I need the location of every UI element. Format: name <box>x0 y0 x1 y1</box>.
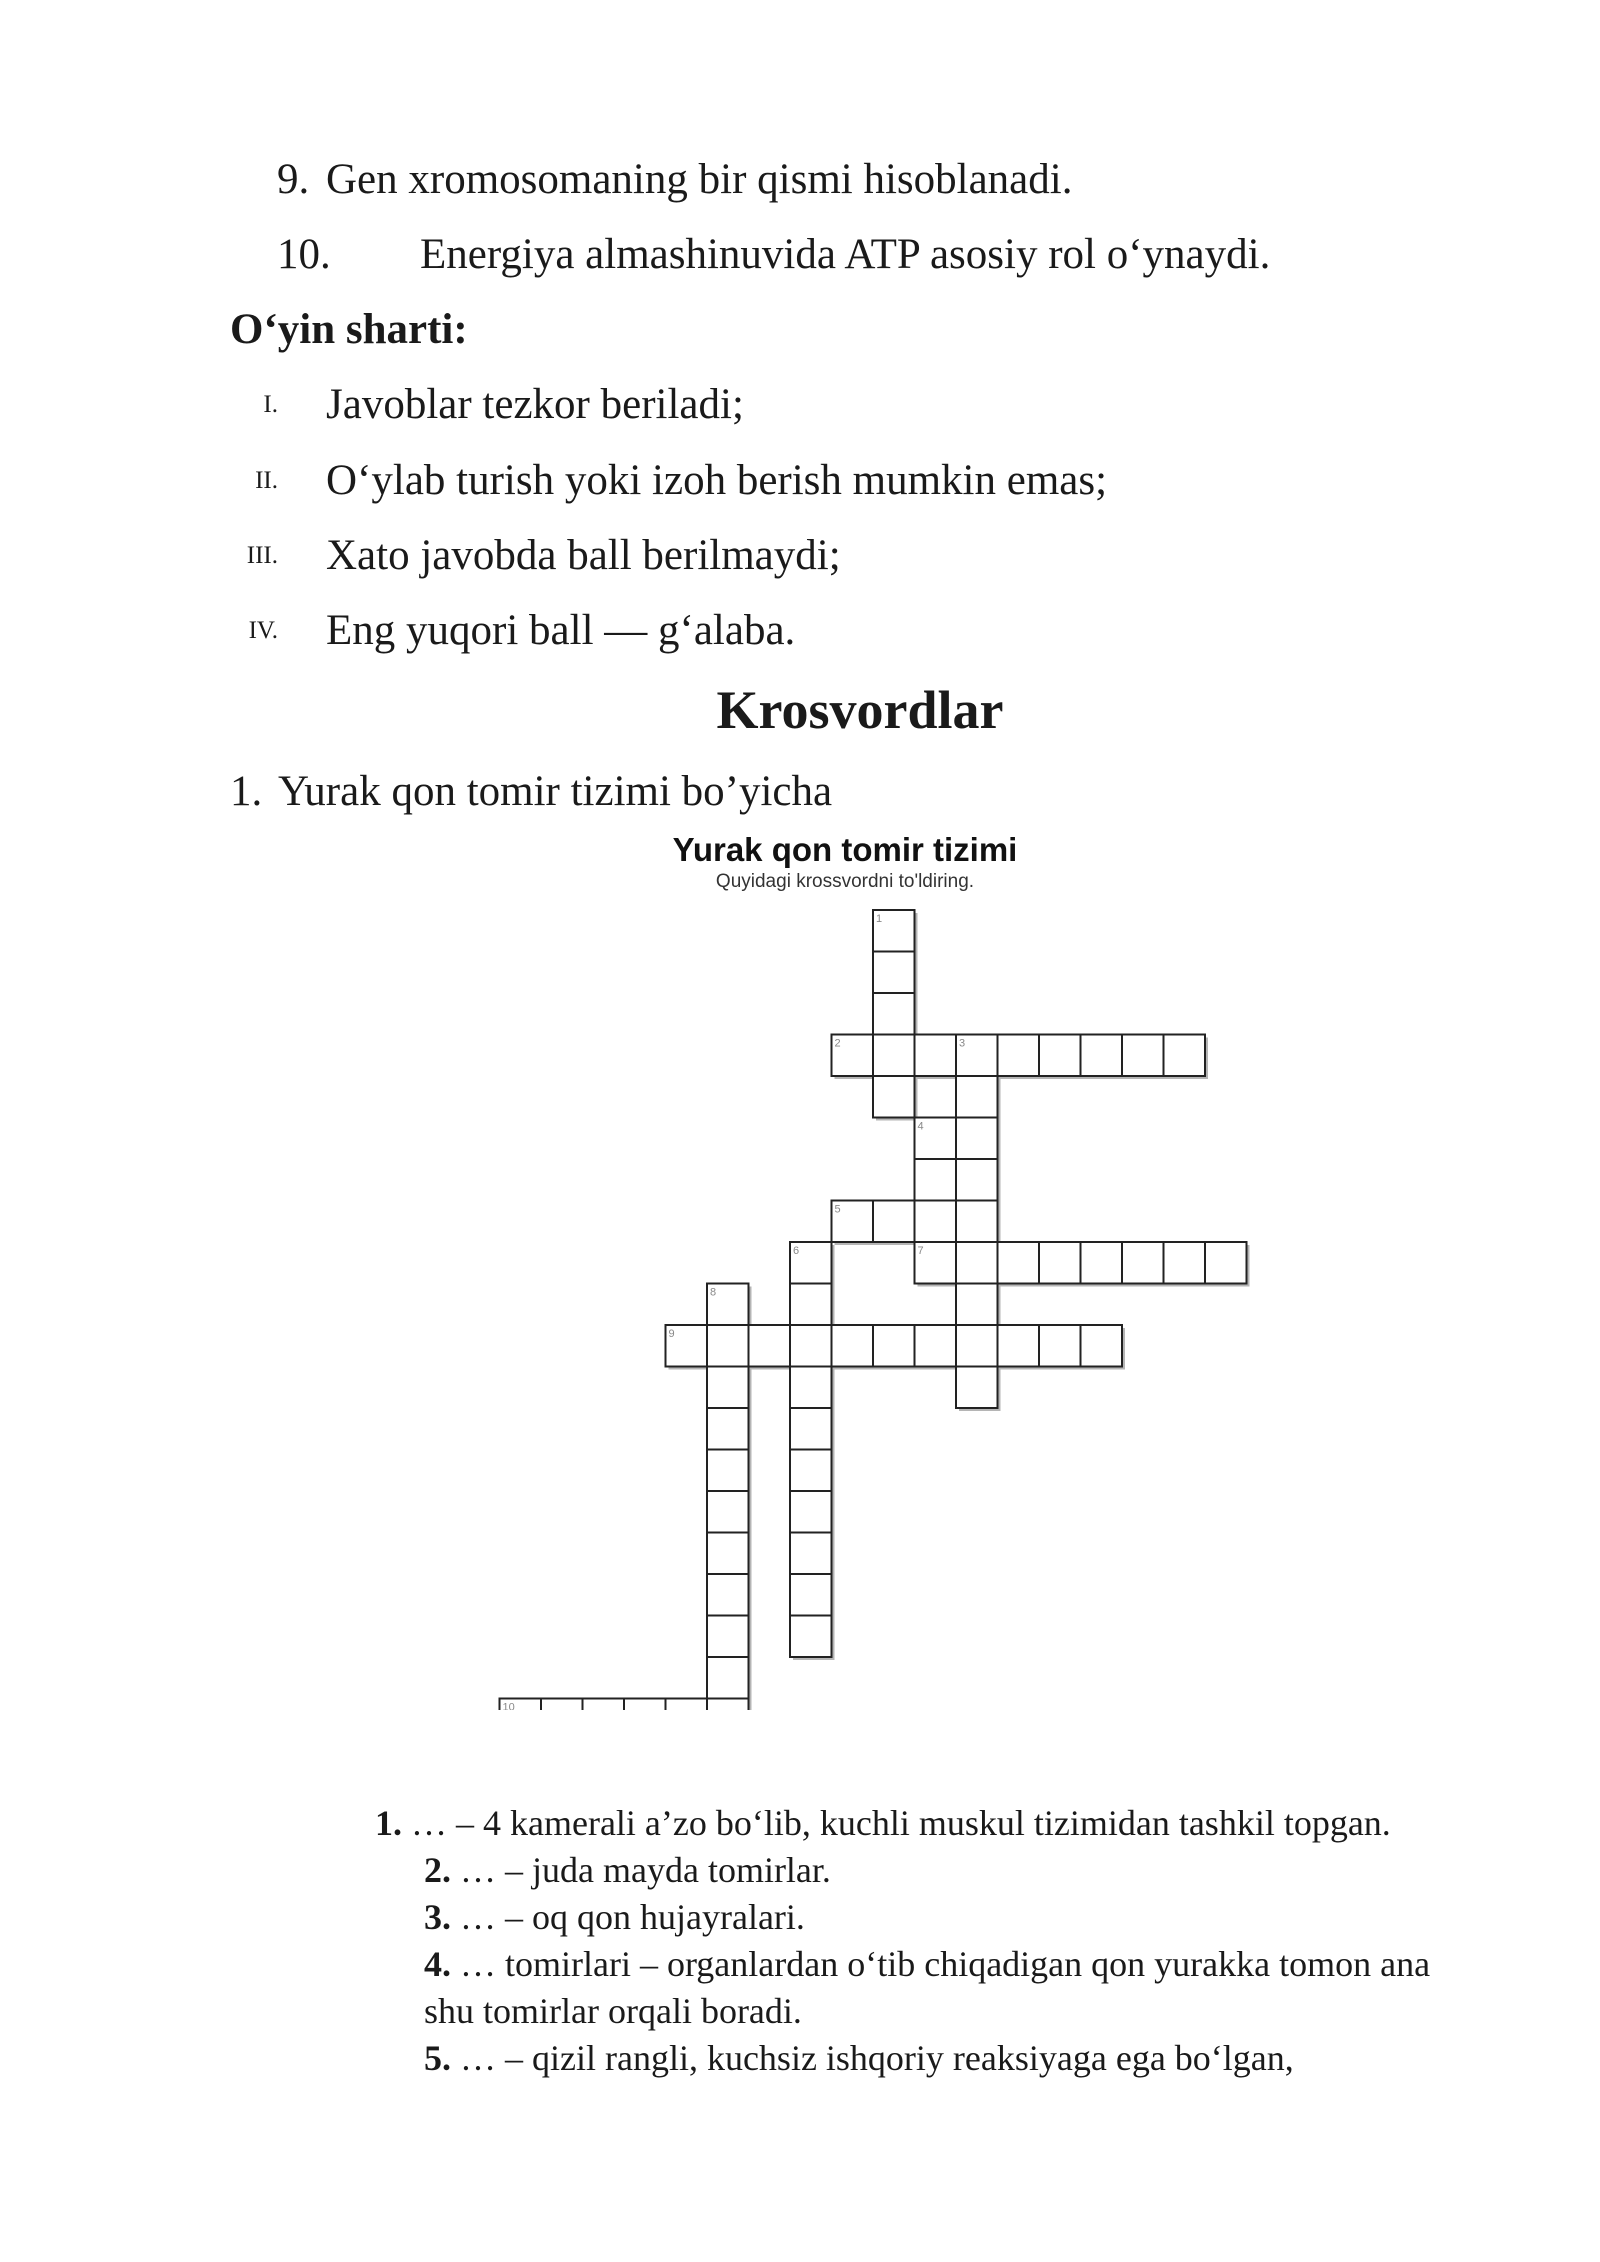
crossword-cell[interactable] <box>583 1699 625 1711</box>
cell-number-10: 10 <box>502 1701 515 1710</box>
cell-number-5: 5 <box>834 1203 841 1216</box>
crossword-cell[interactable] <box>956 1118 998 1160</box>
cell-number-7: 7 <box>917 1245 924 1257</box>
crossword-cell[interactable] <box>790 1491 832 1533</box>
crossword-cell[interactable] <box>707 1574 749 1616</box>
clue-3-number: 3. <box>424 1897 451 1937</box>
cell-number-1: 1 <box>876 913 883 925</box>
question-9-number: 9. <box>277 156 310 203</box>
crossword-cell[interactable] <box>1164 1242 1206 1284</box>
crossword-cell[interactable] <box>624 1699 666 1711</box>
clue-4 <box>424 1941 1430 1988</box>
rule-3-text: Xato javobda ball berilmaydi; <box>326 532 841 579</box>
rule-2-text: O‘ylab turish yoki izoh berish mumkin emas; <box>326 457 1108 504</box>
cell-number-3: 3 <box>959 1037 966 1050</box>
clue-2-number: 2. <box>424 1850 451 1890</box>
crossword-cell[interactable] <box>998 1325 1040 1367</box>
crossword-cell[interactable] <box>790 1450 832 1492</box>
crossword-cell[interactable] <box>1039 1035 1081 1077</box>
question-9-text: Gen xromosomaning bir qismi hisoblanadi. <box>326 156 1073 203</box>
crossword-cell[interactable] <box>790 1616 832 1658</box>
clue-5-number: 5. <box>424 2038 451 2078</box>
cell-number-6: 6 <box>793 1245 800 1257</box>
crossword-puzzle <box>460 830 1280 1710</box>
crossword-cell[interactable] <box>790 1574 832 1616</box>
crossword-cell[interactable] <box>1081 1242 1123 1284</box>
crossword-cell[interactable] <box>707 1408 749 1450</box>
puzzle-title: Yurak qon tomir tizimi <box>672 831 1018 868</box>
cell-number-9: 9 <box>668 1328 675 1340</box>
crossword-cell[interactable] <box>956 1325 998 1367</box>
crossword-cell[interactable] <box>873 952 915 994</box>
clue-1 <box>375 1800 1391 1847</box>
rule-1-text: Javoblar tezkor beriladi; <box>326 381 744 428</box>
crossword-cell[interactable] <box>873 993 915 1035</box>
crossword-cell[interactable] <box>1039 1242 1081 1284</box>
clue-1-text: … – 4 kamerali a’zo bo‘lib, kuchli muskul tizimidan tashkil topgan. <box>411 1803 1391 1843</box>
crossword-item-number: 1. <box>230 768 263 815</box>
crossword-cell[interactable] <box>1164 1035 1206 1077</box>
rule-2-numeral: II. <box>255 467 278 494</box>
crossword-cell[interactable] <box>915 1325 957 1367</box>
crossword-cell[interactable] <box>998 1035 1040 1077</box>
crossword-cell[interactable] <box>915 1201 957 1243</box>
clue-2 <box>424 1847 831 1894</box>
crossword-cell[interactable] <box>915 1159 957 1201</box>
crossword-cell[interactable] <box>956 1367 998 1409</box>
crossword-cell[interactable] <box>873 1035 915 1077</box>
crossword-cell[interactable] <box>707 1450 749 1492</box>
crossword-item-text: Yurak qon tomir tizimi bo’yicha <box>278 768 833 815</box>
puzzle-subtitle: Quyidagi krossvordni to'ldiring. <box>715 871 975 892</box>
crossword-cell[interactable] <box>956 1201 998 1243</box>
crossword-cell[interactable] <box>956 1159 998 1201</box>
crossword-cell[interactable] <box>1081 1035 1123 1077</box>
clue-4-continuation-text: shu tomirlar orqali boradi. <box>424 1991 802 2031</box>
crossword-cell[interactable] <box>707 1616 749 1658</box>
clue-2-text: … – juda mayda tomirlar. <box>460 1850 831 1890</box>
crossword-cell[interactable] <box>707 1491 749 1533</box>
clue-5-text: … – qizil rangli, kuchsiz ishqoriy reaksiyaga ega bo‘lgan, <box>460 2038 1294 2078</box>
crossword-cell[interactable] <box>956 1076 998 1118</box>
crossword-cell[interactable] <box>832 1325 874 1367</box>
clue-3-text: … – oq qon hujayralari. <box>460 1897 805 1937</box>
clue-3 <box>424 1894 805 1941</box>
crossword-cell[interactable] <box>541 1699 583 1711</box>
rule-4-numeral: IV. <box>248 617 278 644</box>
crossword-cell[interactable] <box>707 1367 749 1409</box>
crossword-cell[interactable] <box>790 1408 832 1450</box>
rule-4-text: Eng yuqori ball — g‘alaba. <box>326 607 796 654</box>
crossword-cell[interactable] <box>1039 1325 1081 1367</box>
crossword-cell[interactable] <box>749 1325 791 1367</box>
crossword-cell[interactable] <box>1122 1035 1164 1077</box>
section-heading: Krosvordlar <box>716 680 1004 740</box>
crossword-cell[interactable] <box>707 1325 749 1367</box>
crossword-cell[interactable] <box>956 1284 998 1326</box>
clue-4-text: … tomirlari – organlardan o‘tib chiqadigan qon yurakka tomon ana <box>460 1944 1431 1984</box>
crossword-cell[interactable] <box>790 1533 832 1575</box>
clue-4-continuation <box>424 1988 802 2035</box>
crossword-cell[interactable] <box>666 1699 708 1711</box>
question-10-number: 10. <box>277 231 331 278</box>
clue-4-number: 4. <box>424 1944 451 1984</box>
crossword-cell[interactable] <box>873 1325 915 1367</box>
crossword-cell[interactable] <box>790 1325 832 1367</box>
cell-number-4: 4 <box>917 1120 924 1133</box>
crossword-cell[interactable] <box>998 1242 1040 1284</box>
rules-title: O‘yin sharti: <box>230 306 468 353</box>
cell-number-2: 2 <box>834 1037 841 1050</box>
crossword-cell[interactable] <box>707 1533 749 1575</box>
crossword-cell[interactable] <box>915 1035 957 1077</box>
crossword-cell[interactable] <box>707 1657 749 1699</box>
crossword-cell[interactable] <box>956 1242 998 1284</box>
crossword-cell[interactable] <box>873 1201 915 1243</box>
crossword-cell[interactable] <box>1081 1325 1123 1367</box>
crossword-cell[interactable] <box>790 1367 832 1409</box>
clue-5 <box>424 2035 1294 2082</box>
question-10-text: Energiya almashinuvida ATP asosiy rol o‘ynaydi. <box>420 231 1271 278</box>
crossword-cell[interactable] <box>707 1699 749 1711</box>
clue-1-number: 1. <box>375 1803 402 1843</box>
crossword-cell[interactable] <box>873 1076 915 1118</box>
crossword-cell[interactable] <box>1205 1242 1247 1284</box>
crossword-cell[interactable] <box>790 1284 832 1326</box>
rule-1-numeral: I. <box>263 391 278 418</box>
crossword-grid <box>460 830 1280 1710</box>
cell-number-8: 8 <box>710 1286 717 1299</box>
crossword-cell[interactable] <box>1122 1242 1164 1284</box>
rule-3-numeral: III. <box>246 542 278 569</box>
